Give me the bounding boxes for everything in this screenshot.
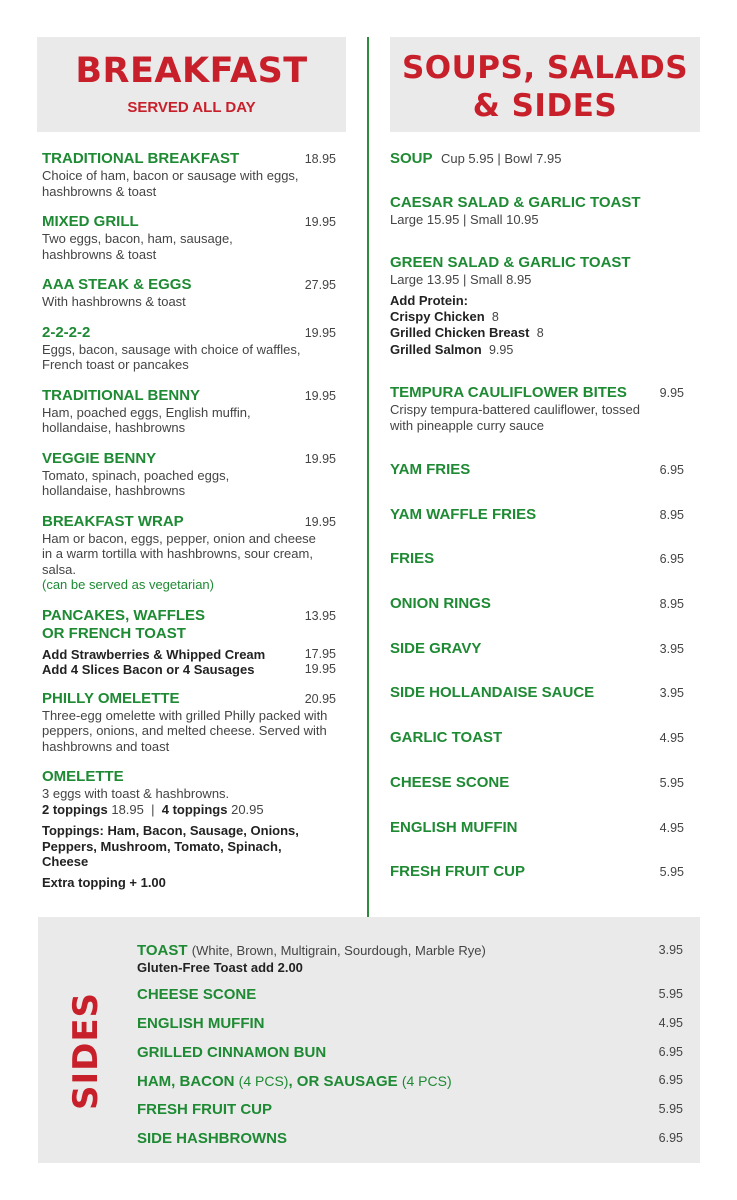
menu-item-pancakes: [42, 607, 342, 678]
item-price: 13.95: [304, 608, 336, 623]
breakfast-header: [37, 37, 346, 132]
protein-label: Grilled Chicken Breast: [390, 325, 530, 340]
item-detail: Cup 5.95 | Bowl 7.95: [440, 151, 562, 166]
menu-item-tempura: [390, 384, 686, 433]
item-price: 27.95: [304, 278, 336, 292]
omelette-options: [42, 802, 342, 818]
menu-item: [42, 276, 342, 310]
item-price: 6.95: [659, 552, 684, 567]
extra-topping: Extra topping + 1.00: [42, 874, 166, 890]
item-price: 3.95: [659, 641, 684, 656]
item-name: 2-2-2-2: [42, 323, 91, 341]
item-name: GARLIC TOAST: [390, 729, 503, 747]
protein-price: 8: [491, 309, 499, 324]
item-name: ONION RINGS: [390, 595, 491, 613]
item-note-2: (4 PCS): [401, 1073, 452, 1089]
item-name: CAESAR SALAD & GARLIC TOAST: [390, 194, 641, 211]
soups-header: [390, 37, 700, 132]
item-name: SIDE GRAVY: [390, 639, 482, 657]
protein-row: [390, 325, 686, 342]
item-price: 6.95: [658, 1073, 683, 1087]
item-price: 19.95: [304, 451, 336, 466]
item-desc: 3 eggs with toast & hashbrowns.: [42, 786, 230, 801]
protein-row: [390, 309, 686, 326]
item-name: GREEN SALAD & GARLIC TOAST: [390, 253, 631, 271]
soups-column: [390, 150, 686, 887]
menu-item-philly: [42, 690, 342, 755]
item-name-line1: PANCAKES, WAFFLES: [42, 606, 206, 624]
item-name: ENGLISH MUFFIN: [390, 818, 518, 836]
item-name: TOAST: [137, 942, 188, 959]
item-name: PHILLY OMELETTE: [42, 689, 180, 707]
addon-row: [42, 647, 342, 663]
item-name-part1: HAM, BACON: [137, 1073, 235, 1090]
item-name: SIDE HASHBROWNS: [137, 1130, 288, 1147]
item-desc: Tomato, spinach, poached eggs, hollandaise, hashbrowns: [42, 467, 230, 498]
protein-title: Add Protein:: [390, 293, 468, 308]
menu-item: [42, 213, 342, 262]
item-desc: Ham or bacon, eggs, pepper, onion and cheese in a warm tortilla with hashbrowns, sour cream, salsa.: [42, 530, 316, 577]
column-divider: [367, 37, 369, 917]
menu-item-omelette: [42, 768, 342, 890]
menu-item: [42, 387, 342, 436]
item-note-1: (4 PCS): [238, 1073, 289, 1089]
toppings-list: Toppings: Ham, Bacon, Sausage, Onions, Peppers, Mushroom, Tomato, Spinach, Cheese: [42, 823, 299, 869]
item-name-part2: , OR SAUSAGE: [288, 1073, 398, 1090]
addon-label: Add 4 Slices Bacon or 4 Sausages: [42, 662, 255, 677]
item-price: 4.95: [659, 820, 684, 835]
gluten-free-note: Gluten-Free Toast add 2.00: [137, 960, 303, 975]
item-desc: Choice of ham, bacon or sausage with eggs, hashbrowns & toast: [42, 168, 299, 199]
item-desc: Eggs, bacon, sausage with choice of waffles, French toast or pancakes: [42, 341, 301, 372]
item-name: AAA STEAK & EGGS: [42, 276, 192, 293]
side-item-meat: [137, 1072, 687, 1091]
option1-price: 18.95: [111, 801, 144, 817]
item-name: YAM FRIES: [390, 461, 471, 478]
item-name: CHEESE SCONE: [137, 986, 257, 1003]
item-name: CHEESE SCONE: [390, 773, 510, 791]
item-price: 19.95: [304, 514, 336, 529]
item-price: 5.95: [659, 775, 684, 790]
simple-items-list: [390, 461, 686, 887]
breakfast-subtitle: SERVED ALL DAY: [127, 99, 256, 116]
item-name-row: [137, 1072, 687, 1091]
menu-item: [390, 595, 686, 640]
item-name: VEGGIE BENNY: [42, 449, 157, 467]
item-name: TRADITIONAL BENNY: [42, 386, 201, 404]
item-note: (can be served as vegetarian): [42, 577, 214, 592]
item-price: 4.95: [659, 731, 684, 746]
side-item: [137, 986, 687, 1004]
protein-label: Grilled Salmon: [390, 341, 482, 357]
side-item-toast: [137, 942, 687, 976]
item-name: ENGLISH MUFFIN: [137, 1015, 265, 1032]
item-desc: Two eggs, bacon, ham, sausage, hashbrowns & toast: [42, 231, 233, 262]
item-name: TEMPURA CAULIFLOWER BITES: [390, 384, 627, 401]
soups-title-line2: & SIDES: [472, 88, 618, 124]
option-separator: |: [151, 801, 155, 817]
item-name-line2: OR FRENCH TOAST: [42, 624, 186, 642]
item-note: (White, Brown, Multigrain, Sourdough, Marble Rye): [191, 943, 486, 958]
item-price: 20.95: [304, 691, 336, 706]
item-price: 19.95: [304, 388, 336, 403]
item-name: GRILLED CINNAMON BUN: [137, 1044, 327, 1061]
item-price: 19.95: [304, 215, 336, 229]
soups-title-line1: SOUPS, SALADS: [401, 50, 689, 86]
menu-item: [42, 150, 342, 199]
menu-item: [390, 461, 686, 506]
item-name: OMELETTE: [42, 768, 124, 785]
item-name: FRESH FRUIT CUP: [137, 1101, 272, 1118]
menu-item: [390, 729, 686, 774]
option2-label: 4 toppings: [161, 801, 228, 817]
addon-label: Add Strawberries & Whipped Cream: [42, 646, 266, 662]
item-desc: Crispy tempura-battered cauliflower, tossed with pineapple curry sauce: [390, 402, 641, 433]
item-price: 6.95: [659, 463, 684, 477]
item-name: BREAKFAST WRAP: [42, 512, 184, 530]
soups-title: [390, 49, 700, 125]
menu-item-green-salad: [390, 254, 686, 359]
item-price: 8.95: [659, 507, 684, 522]
item-detail: Large 15.95 | Small 10.95: [390, 212, 539, 227]
item-name: MIXED GRILL: [42, 213, 139, 230]
breakfast-title: BREAKFAST: [75, 51, 308, 91]
menu-item: [42, 513, 342, 593]
addon-row: [42, 662, 342, 678]
item-price: 5.95: [658, 987, 683, 1001]
item-desc: Ham, poached eggs, English muffin, hollandaise, hashbrowns: [42, 404, 251, 435]
item-price: 5.95: [659, 865, 684, 880]
item-price: 3.95: [658, 943, 683, 957]
item-price: 4.95: [658, 1016, 683, 1030]
item-name: SIDE HOLLANDAISE SAUCE: [390, 684, 595, 702]
addon-price: 17.95: [304, 646, 336, 661]
menu-item: [390, 774, 686, 819]
menu-item: [390, 640, 686, 685]
item-desc: With hashbrowns & toast: [42, 294, 186, 309]
item-price: 3.95: [659, 686, 684, 701]
protein-label: Crispy Chicken: [390, 308, 485, 324]
option2-price: 20.95: [231, 801, 264, 817]
item-desc: Three-egg omelette with grilled Philly packed with peppers, onions, and melted cheese. Served with hashbrowns and toast: [42, 707, 328, 754]
item-price: 19.95: [304, 325, 336, 340]
menu-item: [390, 684, 686, 729]
side-item: [137, 1101, 687, 1119]
item-price: 8.95: [659, 597, 684, 612]
menu-item-soup: [390, 150, 686, 168]
side-item: [137, 1015, 687, 1033]
item-price: 6.95: [658, 1045, 683, 1059]
protein-price: 8: [536, 326, 544, 340]
item-name: TRADITIONAL BREAKFAST: [42, 150, 240, 167]
item-price: 9.95: [659, 386, 684, 400]
menu-item: [42, 450, 342, 499]
side-item: [137, 1130, 687, 1148]
menu-item: [390, 506, 686, 551]
item-name: YAM WAFFLE FRIES: [390, 505, 537, 523]
menu-item: [390, 863, 686, 887]
item-price: 18.95: [304, 152, 336, 166]
menu-item: [42, 324, 342, 373]
item-name: SOUP: [390, 150, 433, 167]
item-price: 6.95: [658, 1131, 683, 1145]
item-price: 5.95: [658, 1102, 683, 1116]
menu-item-caesar: [390, 194, 686, 228]
item-name: FRESH FRUIT CUP: [390, 863, 525, 881]
side-item: [137, 1044, 687, 1062]
menu-item: [390, 819, 686, 864]
protein-price: 9.95: [488, 342, 514, 357]
item-name-row: [137, 942, 687, 960]
protein-row: [390, 342, 686, 359]
addon-price: 19.95: [304, 662, 336, 676]
sides-title: SIDES: [66, 991, 106, 1111]
breakfast-column: [42, 150, 342, 890]
item-name: FRIES: [390, 550, 435, 568]
item-detail: Large 13.95 | Small 8.95: [390, 271, 532, 287]
option1-label: 2 toppings: [42, 801, 108, 817]
menu-item: [390, 550, 686, 595]
